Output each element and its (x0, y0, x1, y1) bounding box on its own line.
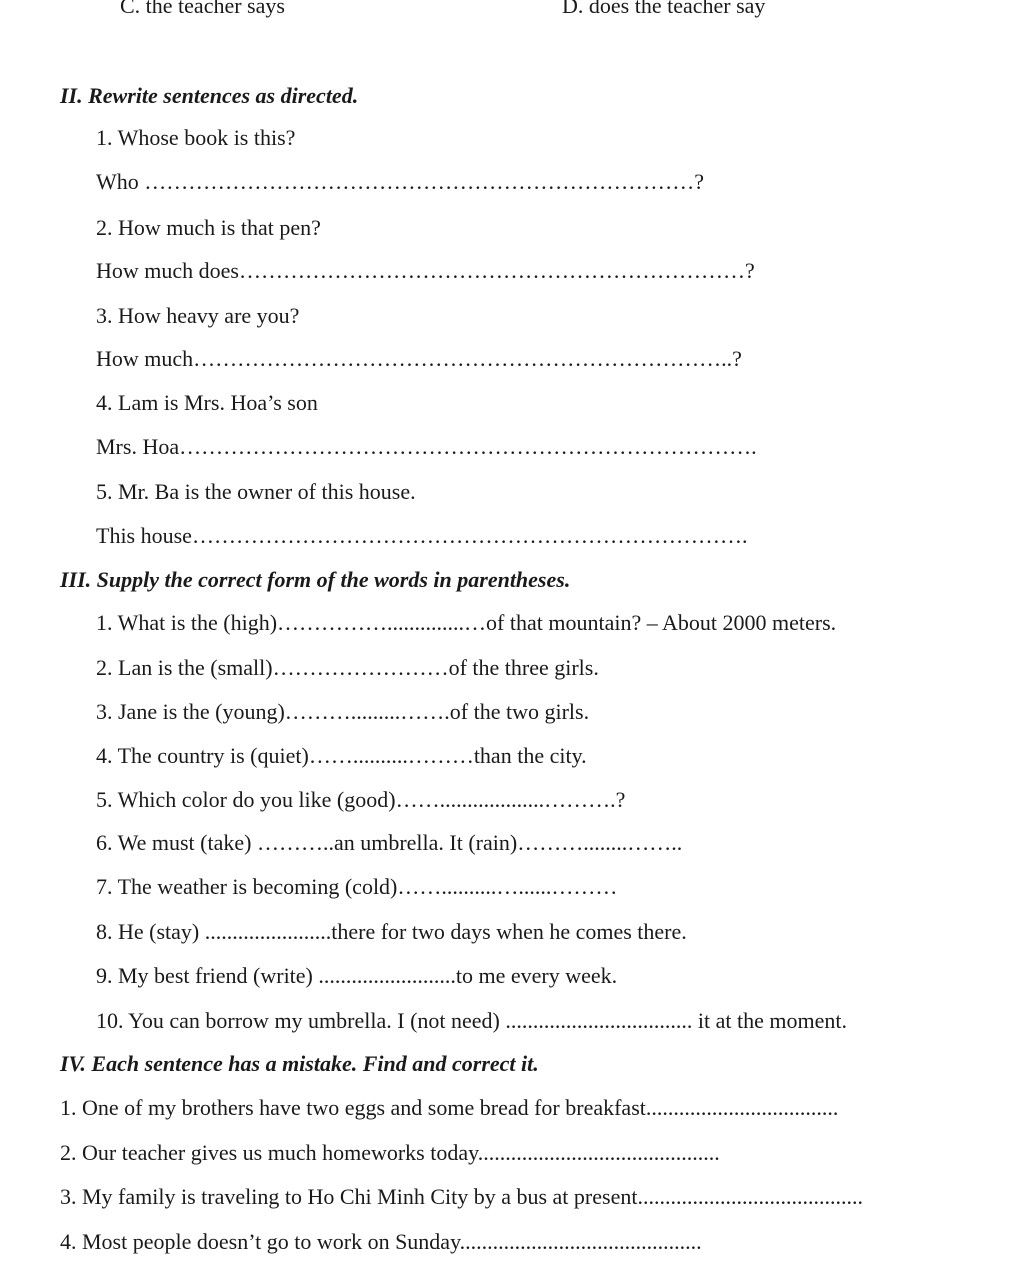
section-4-heading: IV. Each sentence has a mistake. Find and correct it. (60, 1051, 539, 1076)
rewrite-question-5: 5. Mr. Ba is the owner of this house. (96, 479, 416, 504)
section-3-heading: III. Supply the correct form of the words in parentheses. (60, 567, 571, 592)
word-form-item-1: 1. What is the (high)……………..............…of that mountain? – About 2000 meters. (96, 610, 837, 635)
word-form-item-6: 6. We must (take) ………..an umbrella. It (rain)………........…….. (96, 830, 683, 855)
mistake-item-3: 3. My family is traveling to Ho Chi Minh City by a bus at present......................................... (60, 1184, 863, 1209)
rewrite-answer-4: Mrs. Hoa……………………………………………………………………. (96, 434, 757, 459)
rewrite-question-1: 1. Whose book is this? (96, 125, 296, 150)
rewrite-answer-3: How much………………………………………………………………..? (96, 346, 742, 371)
rewrite-answer-5: This house…………………………………………………………………. (96, 523, 748, 548)
rewrite-question-4: 4. Lam is Mrs. Hoa’s son (96, 390, 318, 415)
word-form-item-7: 7. The weather is becoming (cold)……..........…......……… (96, 874, 618, 899)
rewrite-answer-1: Who …………………………………………………………………? (96, 169, 705, 194)
word-form-item-2: 2. Lan is the (small)……………………of the three girls. (96, 655, 599, 680)
section-2-heading: II. Rewrite sentences as directed. (60, 83, 359, 108)
rewrite-question-2: 2. How much is that pen? (96, 215, 321, 240)
word-form-item-8: 8. He (stay) .......................there for two days when he comes there. (96, 919, 687, 944)
word-form-item-9: 9. My best friend (write) .........................to me every week. (96, 963, 618, 988)
word-form-item-4: 4. The country is (quiet)……..........………than the city. (96, 743, 587, 768)
rewrite-question-3: 3. How heavy are you? (96, 303, 300, 328)
word-form-item-5: 5. Which color do you like (good)……...................……….? (96, 787, 626, 812)
option-d: D. does the teacher say (562, 0, 766, 18)
mistake-item-1: 1. One of my brothers have two eggs and some bread for breakfast................................... (60, 1095, 839, 1120)
word-form-item-3: 3. Jane is the (young)……….........…….of the two girls. (96, 699, 590, 724)
word-form-item-10: 10. You can borrow my umbrella. I (not need) .................................. it at the moment. (96, 1008, 847, 1033)
option-c: C. the teacher says (120, 0, 285, 18)
mistake-item-2: 2. Our teacher gives us much homeworks today............................................ (60, 1140, 720, 1165)
mistake-item-4: 4. Most people doesn’t go to work on Sunday............................................ (60, 1229, 702, 1254)
rewrite-answer-2: How much does……………………………………………………………? (96, 258, 755, 283)
